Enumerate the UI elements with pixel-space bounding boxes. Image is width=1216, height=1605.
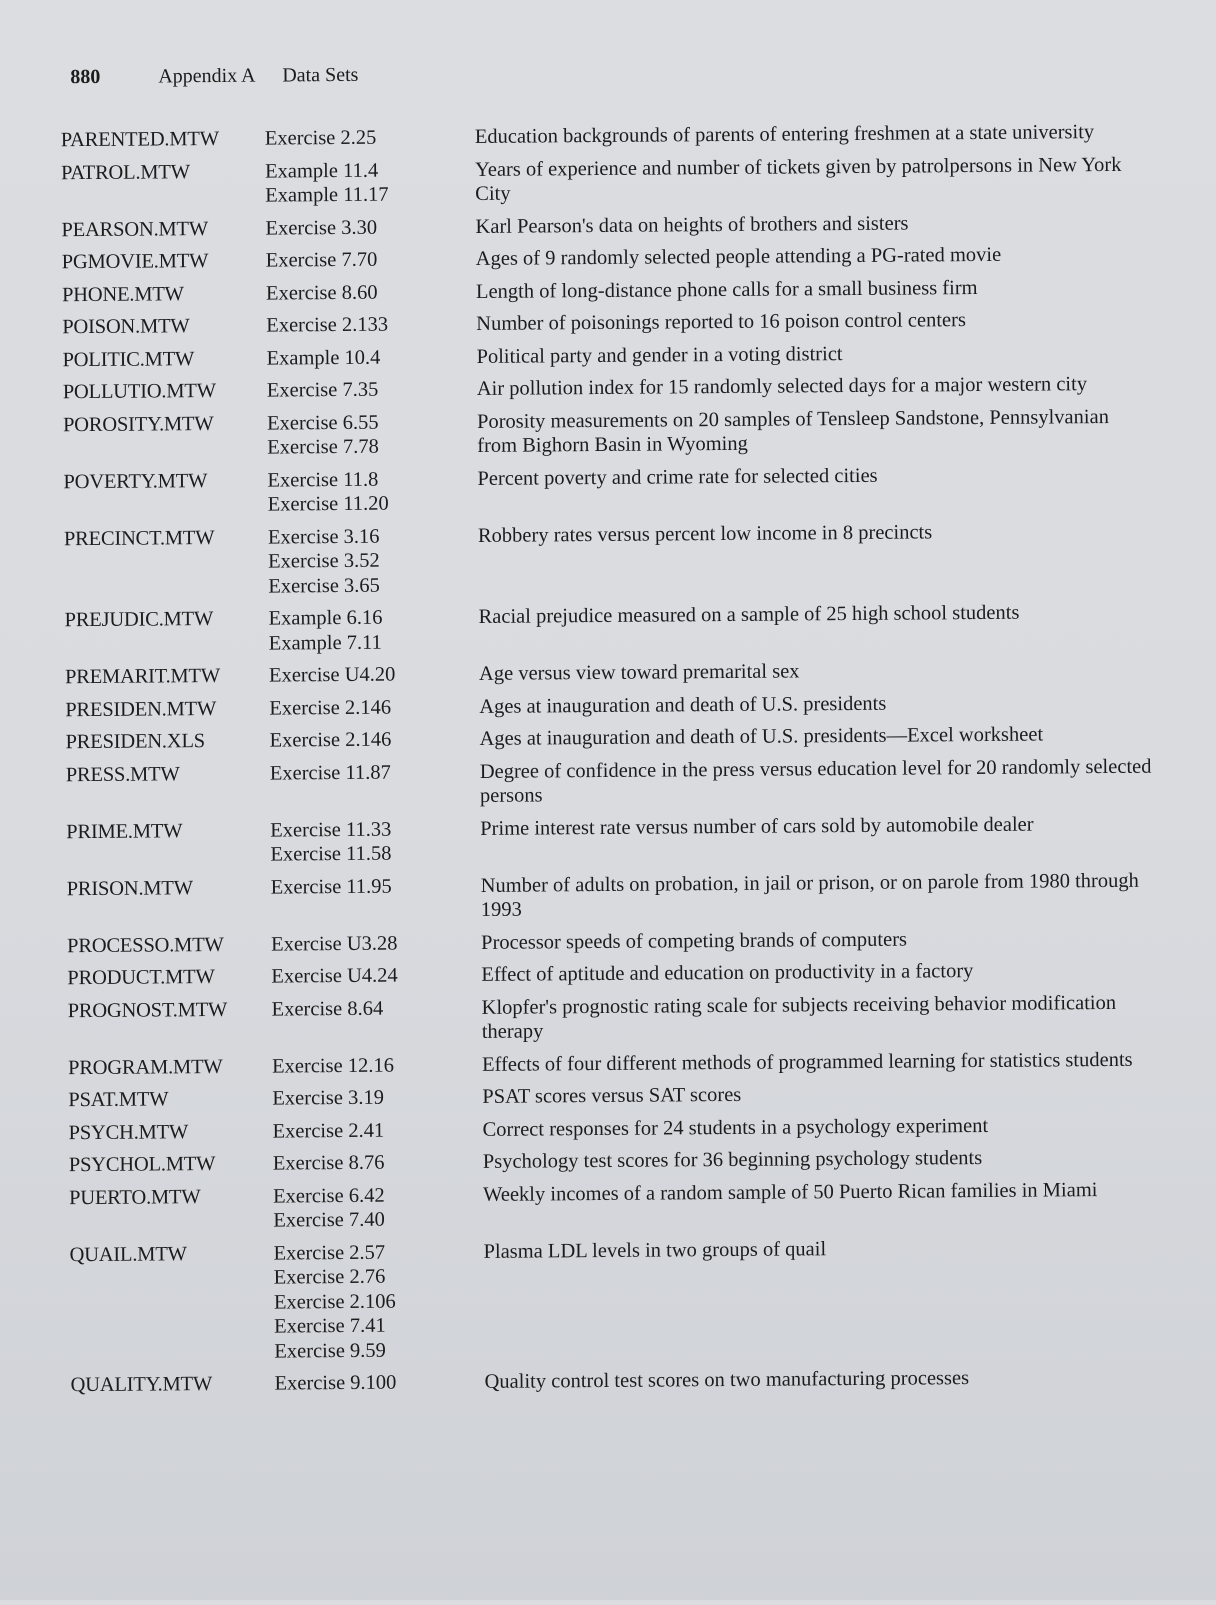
data-set-references (266, 279, 476, 305)
data-set-description: Effects of four different methods of programmed learning for statistics students (481, 1048, 1133, 1076)
data-set-description: Years of experience and number of tickets given by patrolpersons in New York City (474, 153, 1122, 205)
data-set-reference: Exercise 7.78 (267, 435, 379, 459)
data-set-entry (70, 1365, 1160, 1398)
data-set-reference: Exercise 2.146 (269, 728, 392, 752)
data-set-reference: Exercise 3.30 (265, 216, 378, 240)
data-set-filename: PSAT.MTW (68, 1088, 169, 1112)
data-set-references (272, 1052, 482, 1078)
data-set-entry (63, 372, 1153, 405)
data-set-entry (62, 339, 1152, 372)
data-set-reference: Exercise 3.52 (268, 549, 380, 573)
data-set-references (274, 1370, 484, 1396)
data-set-description: Effect of aptitude and education on productivity in a factory (481, 960, 974, 986)
data-set-entry (68, 1080, 1158, 1113)
data-set-entry (63, 461, 1153, 519)
data-set-description: PSAT scores versus SAT scores (482, 1083, 742, 1108)
data-set-reference: Exercise 9.100 (274, 1371, 397, 1395)
data-set-references (270, 816, 480, 867)
data-set-filename: PATROL.MTW (60, 160, 190, 184)
data-set-entry (64, 518, 1155, 600)
data-set-filename: PHONE.MTW (61, 282, 184, 306)
data-set-filename: PRIME.MTW (66, 819, 183, 843)
data-set-description: Klopfer's prognostic rating scale for subjects receiving behavior modification therapy (481, 991, 1117, 1043)
data-set-entry (67, 868, 1157, 926)
data-set-reference: Exercise 2.146 (269, 696, 392, 720)
data-set-filename: PROGNOST.MTW (67, 998, 228, 1022)
data-set-entry (69, 1145, 1159, 1178)
data-set-references (273, 1182, 483, 1233)
data-set-entry (67, 925, 1157, 958)
data-set-filename: POVERTY.MTW (63, 469, 208, 493)
data-set-reference: Exercise 12.16 (271, 1054, 394, 1078)
data-set-description: Quality control test scores on two manufacturing processes (484, 1367, 970, 1393)
data-set-references (266, 247, 476, 273)
data-set-entry (65, 657, 1155, 690)
data-set-description: Psychology test scores for 36 beginning psychology students (482, 1147, 983, 1173)
data-set-description: Ages of 9 randomly selected people attending a PG-rated movie (475, 243, 1002, 270)
data-set-description: Prime interest rate versus number of cars sold by automobile dealer (480, 813, 1034, 840)
data-set-references (271, 873, 481, 899)
data-set-entry (62, 274, 1152, 307)
data-set-entry (69, 1177, 1159, 1235)
data-set-description: Porosity measurements on 20 samples of Tensleep Sandstone, Pennsylvanian from Bighorn Basin in Wyoming (476, 405, 1109, 457)
data-set-reference: Exercise 2.76 (273, 1265, 386, 1289)
data-set-reference: Exercise 7.35 (266, 378, 379, 402)
section-title: Data Sets (282, 63, 359, 87)
data-set-filename: PEARSON.MTW (61, 217, 209, 241)
data-set-reference: Example 6.16 (268, 606, 383, 630)
data-set-reference: Exercise 2.57 (273, 1241, 386, 1265)
data-set-entry (65, 689, 1155, 722)
data-set-reference: Exercise 11.20 (267, 492, 389, 516)
data-set-description: Weekly incomes of a random sample of 50 Puerto Rican families in Miami (483, 1178, 1098, 1206)
data-set-entry (64, 600, 1154, 658)
page-number: 880 (70, 65, 101, 89)
data-set-description: Number of adults on probation, in jail or prison, or on parole from 1980 through 1993 (480, 869, 1139, 921)
data-set-filename: QUALITY.MTW (70, 1373, 213, 1397)
data-set-references (272, 995, 482, 1021)
data-set-references (266, 344, 476, 370)
data-set-reference: Exercise 2.25 (264, 126, 377, 150)
data-set-filename: PROGRAM.MTW (67, 1055, 223, 1079)
data-set-filename: PGMOVIE.MTW (61, 250, 209, 274)
data-set-reference: Exercise 2.41 (272, 1119, 385, 1143)
data-set-description: Education backgrounds of parents of entering freshmen at a state university (474, 121, 1095, 148)
data-set-description: Robbery rates versus percent low income in 8 precincts (477, 520, 933, 547)
data-set-references (270, 759, 480, 785)
data-set-filename: PSYCHOL.MTW (68, 1153, 216, 1177)
data-set-references (272, 1085, 482, 1111)
data-set-description: Number of poisonings reported to 16 poison control centers (476, 309, 966, 335)
data-set-entry (68, 990, 1158, 1048)
data-set-reference: Exercise 11.8 (267, 468, 379, 492)
data-set-description: Degree of confidence in the press versus education level for 20 randomly selected persons (479, 755, 1152, 807)
data-set-filename: PREJUDIC.MTW (64, 608, 214, 632)
data-set-reference: Exercise 11.33 (270, 818, 392, 842)
data-set-filename: PSYCH.MTW (68, 1120, 189, 1144)
data-set-filename: PARENTED.MTW (60, 127, 219, 152)
data-set-description: Ages at inauguration and death of U.S. presidents (479, 692, 887, 718)
data-set-filename: PRECINCT.MTW (63, 526, 215, 550)
data-set-references (272, 1117, 482, 1143)
appendix-label: Appendix A (158, 64, 256, 88)
data-set-description: Ages at inauguration and death of U.S. presidents—Excel worksheet (479, 723, 1044, 750)
data-set-references (267, 377, 477, 403)
data-set-reference: Exercise 6.55 (266, 411, 379, 435)
data-set-filename: PUERTO.MTW (69, 1185, 201, 1209)
data-set-entry (63, 404, 1153, 462)
data-set-reference: Example 11.4 (264, 159, 379, 183)
data-set-filename: PRESIDEN.MTW (65, 697, 217, 721)
data-set-entry (66, 811, 1156, 869)
data-set-references (267, 409, 477, 460)
data-set-filename: PREMARIT.MTW (64, 664, 221, 689)
data-set-reference: Exercise U3.28 (271, 932, 398, 956)
data-set-entry (61, 152, 1151, 210)
data-set-reference: Exercise 7.41 (274, 1314, 386, 1338)
data-set-filename: POLITIC.MTW (62, 347, 195, 371)
data-set-entry (69, 1234, 1160, 1365)
data-set-reference: Exercise U4.24 (271, 964, 398, 988)
data-set-entry (61, 209, 1151, 242)
data-set-reference: Exercise 7.70 (265, 248, 378, 272)
data-set-description: Correct responses for 24 students in a psychology experiment (482, 1114, 989, 1141)
data-sets-list (61, 120, 1161, 1406)
data-set-references (269, 694, 479, 720)
data-set-references (265, 125, 475, 151)
data-set-reference: Exercise 8.64 (271, 997, 384, 1021)
data-set-references (269, 727, 479, 753)
data-set-description: Plasma LDL levels in two groups of quail (483, 1237, 827, 1263)
data-set-filename: POLLUTIO.MTW (62, 380, 216, 404)
data-set-description: Air pollution index for 15 randomly selected days for a major western city (476, 373, 1088, 400)
data-set-reference: Exercise 8.60 (265, 281, 378, 305)
data-set-entry (67, 958, 1157, 991)
data-set-entry (62, 242, 1152, 275)
data-set-reference: Example 10.4 (266, 346, 381, 370)
data-set-filename: PRISON.MTW (66, 876, 193, 900)
data-set-reference: Exercise 3.19 (272, 1086, 384, 1110)
data-set-filename: PROCESSO.MTW (67, 933, 224, 957)
data-set-references (271, 930, 481, 956)
data-set-references (269, 662, 479, 688)
data-set-reference: Exercise U4.20 (268, 663, 396, 687)
data-set-entry (65, 722, 1155, 755)
data-set-description: Political party and gender in a voting district (476, 342, 843, 368)
data-set-description: Processor speeds of competing brands of computers (481, 928, 908, 954)
data-set-description: Age versus view toward premarital sex (478, 660, 800, 685)
data-set-entry (69, 1112, 1159, 1145)
data-set-description: Percent poverty and crime rate for selected cities (477, 464, 878, 490)
data-set-references (273, 1150, 483, 1176)
data-set-entry (66, 754, 1156, 812)
data-set-reference: Exercise 11.95 (270, 875, 392, 899)
data-set-filename: QUAIL.MTW (69, 1242, 187, 1266)
data-set-filename: PRODUCT.MTW (67, 966, 215, 990)
data-set-references (265, 157, 475, 208)
data-set-reference: Exercise 8.76 (272, 1151, 385, 1175)
data-set-reference: Exercise 11.58 (270, 842, 392, 866)
data-set-reference: Exercise 3.16 (267, 525, 380, 549)
data-set-references (266, 312, 476, 338)
page-header (70, 64, 358, 89)
data-set-references (268, 523, 479, 598)
data-set-filename: PRESS.MTW (65, 762, 180, 786)
data-set-references (273, 1239, 484, 1363)
data-set-reference: Exercise 9.59 (274, 1339, 386, 1363)
data-set-entry (68, 1047, 1158, 1080)
data-set-references (268, 605, 478, 656)
data-set-description: Racial prejudice measured on a sample of 25 high school students (478, 601, 1020, 628)
data-set-filename: PRESIDEN.XLS (65, 730, 206, 754)
data-set-description: Length of long-distance phone calls for a small business firm (475, 276, 978, 303)
data-set-reference: Exercise 7.40 (273, 1208, 385, 1232)
data-set-description: Karl Pearson's data on heights of brothers and sisters (475, 212, 909, 238)
data-set-filename: POROSITY.MTW (62, 412, 214, 436)
data-set-references (265, 214, 475, 240)
data-set-reference: Exercise 2.133 (266, 313, 389, 337)
data-set-reference: Exercise 11.87 (269, 761, 391, 785)
data-set-reference: Exercise 6.42 (273, 1184, 385, 1208)
data-set-filename: POISON.MTW (62, 315, 190, 339)
data-set-reference: Exercise 3.65 (268, 574, 380, 598)
data-set-references (267, 466, 477, 517)
data-set-entry (62, 307, 1152, 340)
data-set-reference: Exercise 2.106 (273, 1290, 396, 1314)
data-set-entry (61, 120, 1151, 153)
data-set-reference: Example 11.17 (265, 183, 389, 207)
data-set-references (271, 963, 481, 989)
data-set-reference: Example 7.11 (268, 631, 382, 655)
